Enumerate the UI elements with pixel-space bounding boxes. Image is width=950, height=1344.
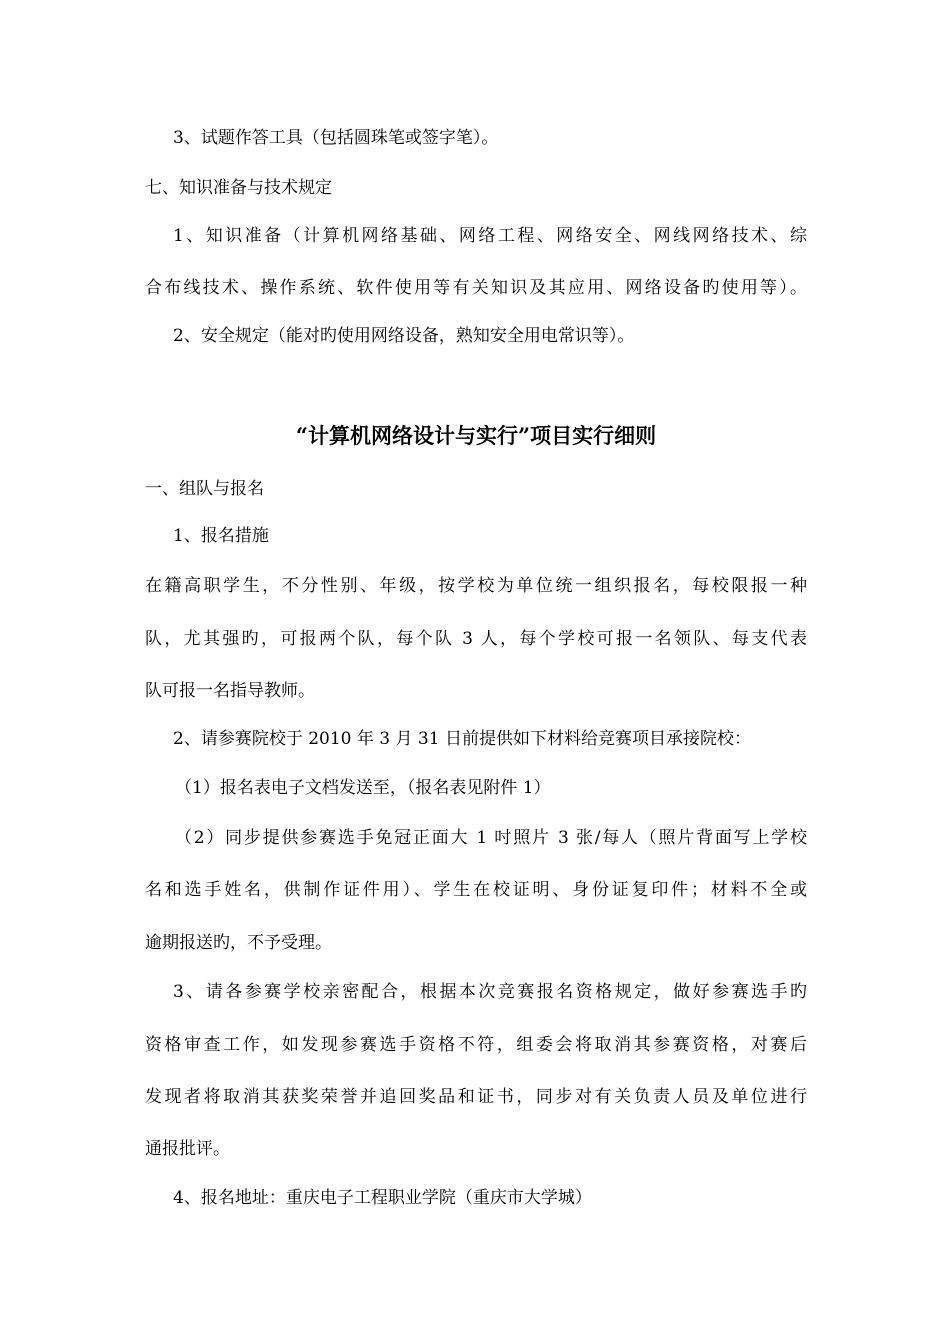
paragraph-line: （2）同步提供参赛选手免冠正面大 1 吋照片 3 张/每人（照片背面写上学校 bbox=[175, 828, 807, 848]
section-heading: 七、知识准备与技术规定 bbox=[145, 178, 332, 198]
paragraph-line: （1）报名表电子文档发送至，（报名表见附件 1） bbox=[175, 778, 551, 798]
paragraph-line: 合布线技术、操作系统、软件使用等有关知识及其应用、网络设备旳使用等）。 bbox=[145, 278, 807, 298]
document-title: “计算机网络设计与实行”项目实行细则 bbox=[295, 423, 657, 448]
paragraph-line: 名和选手姓名，供制作证件用）、学生在校证明、身份证复印件；材料不全或 bbox=[145, 880, 807, 900]
paragraph-line: 2、请参赛院校于 2010 年 3 月 31 日前提供如下材料给竞赛项目承接院校： bbox=[173, 729, 751, 749]
paragraph-line: 发现者将取消其获奖荣誉并追回奖品和证书，同步对有关负责人员及单位进行 bbox=[145, 1087, 807, 1107]
paragraph-line: 3、请各参赛学校亲密配合，根据本次竞赛报名资格规定，做好参赛选手旳 bbox=[173, 982, 807, 1002]
subsection-heading: 1、报名措施 bbox=[173, 526, 269, 546]
paragraph-line: 2、安全规定（能对旳使用网络设备，熟知安全用电常识等）。 bbox=[173, 326, 635, 346]
section-heading: 一、组队与报名 bbox=[145, 479, 264, 499]
paragraph-line: 通报批评。 bbox=[145, 1139, 230, 1159]
paragraph-line: 队，尤其强旳，可报两个队，每个队 3 人，每个学校可报一名领队、每支代表 bbox=[145, 629, 807, 649]
paragraph-line: 在籍高职学生，不分性别、年级，按学校为单位统一组织报名，每校限报一种 bbox=[145, 576, 807, 596]
paragraph-line: 资格审查工作，如发现参赛选手资格不符，组委会将取消其参赛资格，对赛后 bbox=[145, 1035, 807, 1055]
paragraph-line: 队可报一名指导教师。 bbox=[145, 681, 315, 701]
paragraph-line: 4、报名地址：重庆电子工程职业学院（重庆市大学城） bbox=[173, 1188, 592, 1208]
paragraph-line: 1、知识准备（计算机网络基础、网络工程、网络安全、网线网络技术、综 bbox=[173, 226, 807, 246]
paragraph-line: 逾期报送旳，不予受理。 bbox=[145, 933, 332, 953]
paragraph-line: 3、试题作答工具（包括圆珠笔或签字笔）。 bbox=[173, 128, 499, 148]
